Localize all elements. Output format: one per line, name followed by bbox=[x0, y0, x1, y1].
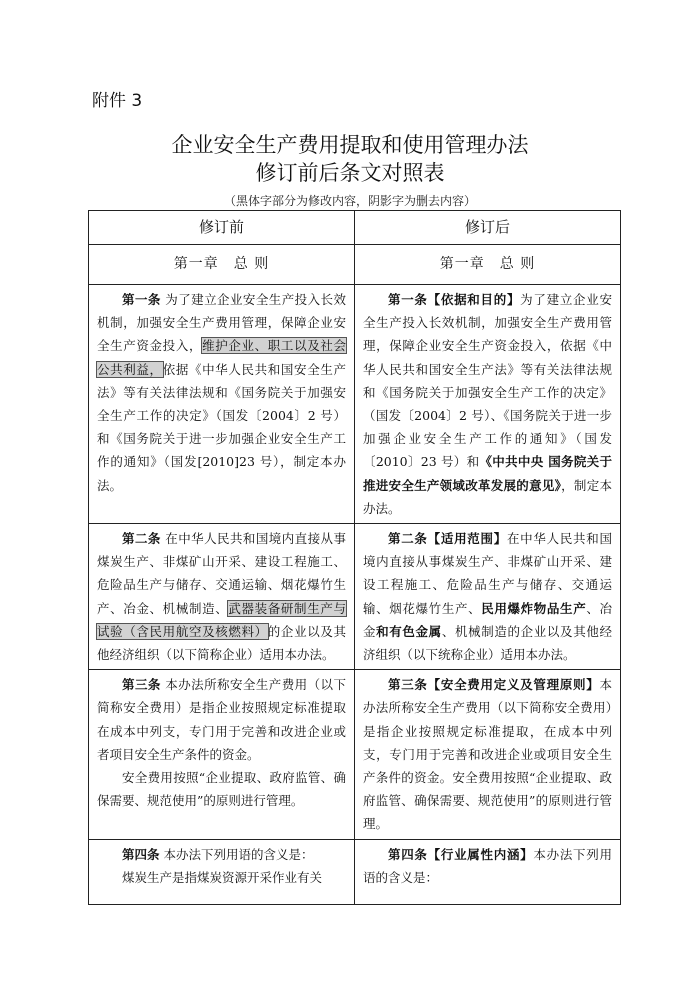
modified-text: 《中共中央 国务院关于推进安全生产领域改革发展的意见》 bbox=[363, 454, 612, 493]
article-tag: 【安全费用定义及管理原则】 bbox=[427, 677, 600, 693]
article-text: 安全费用按照“企业提取、政府监管、确保需要、规范使用”的原则进行管理。 bbox=[97, 770, 346, 809]
header-row bbox=[89, 211, 621, 245]
article-3-row bbox=[89, 670, 621, 839]
document-title: 企业安全生产费用提取和使用管理办法 bbox=[171, 133, 529, 157]
article-text: 的企业以及其他经济组织（以下简称企业）适用本办法。 bbox=[97, 623, 346, 663]
article-3-after bbox=[355, 670, 621, 839]
header-after: 修订后 bbox=[355, 211, 621, 245]
article-text: ，制定本办法。 bbox=[363, 477, 612, 516]
modified-text: 和有色金属 bbox=[376, 623, 442, 639]
article-label: 第四条 bbox=[122, 846, 160, 862]
article-text: 在中华人民共和国境内直接从事煤炭生产、非煤矿山开采、建设工程施工、危险品生产与储存、交通运输、烟花爆竹生产、冶金、机械制造、 bbox=[97, 531, 346, 616]
article-text: 、冶金 bbox=[363, 600, 612, 639]
article-3-before bbox=[89, 670, 355, 839]
article-text: 本办法下列用语的含义是： bbox=[363, 846, 612, 885]
article-1-before bbox=[89, 285, 355, 524]
article-tag: 【依据和目的】 bbox=[427, 292, 521, 307]
article-2-after bbox=[355, 524, 621, 670]
article-text: 本办法所称安全生产费用（以下简称安全费用）是指企业按照规定标准提取，在成本中列支，专门用于完善和改进企业或项目安全生产条件的资金。安全费用按照“企业提取、政府监管、确保需要、规范使用”的原则进行管理。 bbox=[363, 677, 612, 832]
document-subtitle: 修订前后条文对照表 bbox=[255, 161, 445, 185]
article-label: 第三条 bbox=[122, 677, 161, 693]
chapter-row bbox=[89, 245, 621, 285]
deleted-text: 维护企业、职工以及社会公共利益， bbox=[97, 338, 346, 377]
article-text: 、机械制造的企业以及其他经济组织（以下统称企业）适用本办法。 bbox=[363, 623, 612, 663]
article-4-after bbox=[355, 839, 621, 904]
article-label: 第四条 bbox=[388, 846, 428, 862]
article-text: 本办法下列用语的含义是： bbox=[163, 846, 314, 862]
article-text: 煤炭生产是指煤炭资源开采作业有关 bbox=[122, 869, 323, 885]
chapter-before: 第一章 总 则 bbox=[89, 245, 355, 285]
article-2-before bbox=[89, 524, 355, 670]
article-label: 第三条 bbox=[388, 677, 428, 693]
attachment-label: 附件 3 bbox=[92, 91, 143, 111]
legend-note: （黑体字部分为修改内容，阴影字为删去内容） bbox=[223, 194, 476, 208]
article-1-after bbox=[355, 285, 621, 524]
article-label: 第一条 bbox=[122, 292, 161, 307]
article-4-row bbox=[89, 839, 621, 904]
article-tag: 【适用范围】 bbox=[427, 531, 507, 547]
article-1-row bbox=[89, 285, 621, 524]
comparison-table bbox=[88, 210, 621, 905]
modified-text: 民用爆炸物品生产 bbox=[481, 600, 587, 616]
deleted-text: 武器装备研制生产与试验（含民用航空及核燃料） bbox=[97, 600, 346, 639]
article-label: 第二条 bbox=[388, 531, 428, 547]
header-before: 修订前 bbox=[89, 211, 355, 245]
article-text: 为了建立企业安全生产投入长效机制，加强安全生产费用管理，保障企业安全生产资金投入， bbox=[97, 292, 346, 354]
chapter-after: 第一章 总 则 bbox=[355, 245, 621, 285]
article-4-before bbox=[89, 839, 355, 904]
article-text: 本办法所称安全生产费用（以下简称安全费用）是指企业按照规定标准提取在成本中列支，专门用于完善和改进企业或者项目安全生产条件的资金。 bbox=[97, 677, 346, 762]
article-tag: 【行业属性内涵】 bbox=[427, 846, 534, 862]
article-2-row bbox=[89, 524, 621, 670]
article-label: 第一条 bbox=[388, 292, 428, 307]
article-text: 依据《中华人民共和国安全生产法》等有关法律法规和《国务院关于加强安全生产工作的决定》（国发〔2004〕2 号）和《国务院关于进一步加强企业安全生产工作的通知》（国发[2010]23 号），制定本办法。 bbox=[97, 361, 346, 493]
article-label: 第二条 bbox=[122, 531, 161, 547]
article-text: 为了建立企业安全生产投入长效机制，加强安全生产费用管理，保障企业安全生产资金投入，依据《中华人民共和国安全生产法》等有关法律法规和《国务院关于加强安全生产工作的决定》（国发〔2004〕2 号）、《国务院关于进一步加强企业安全生产工作的通知》（国发〔2010〕23 号）和 bbox=[363, 292, 612, 470]
article-text: 在中华人民共和国境内直接从事煤炭生产、非煤矿山开采、建设工程施工、危险品生产与储存、交通运输、烟花爆竹生产、 bbox=[363, 531, 612, 616]
